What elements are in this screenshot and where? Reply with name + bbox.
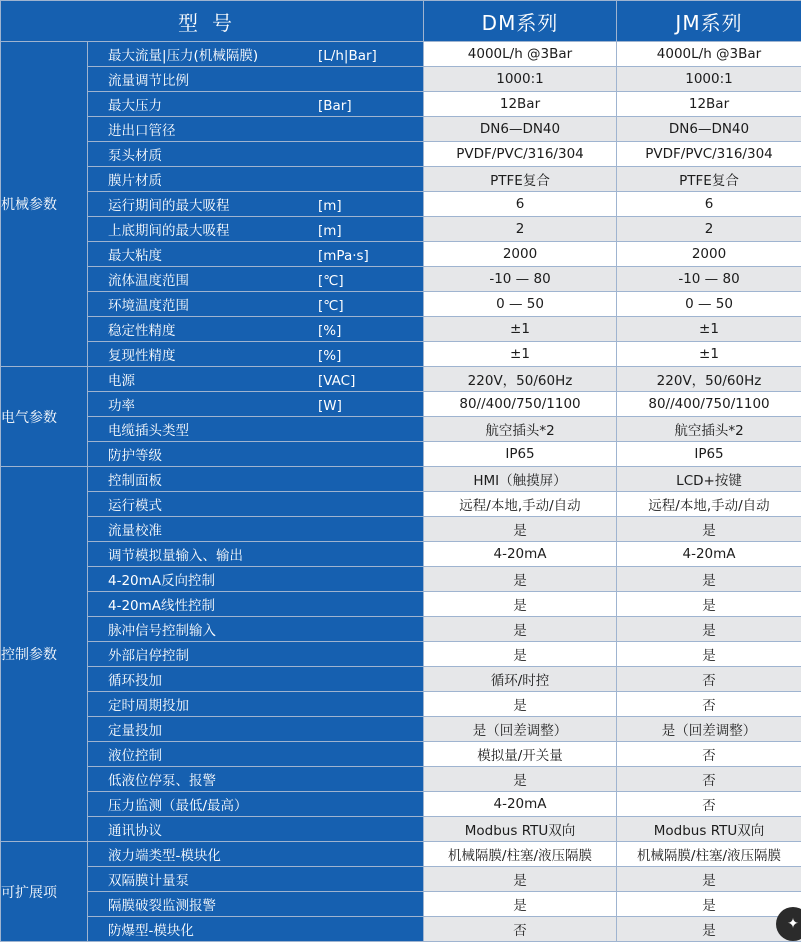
dm-value-cell: PVDF/PVC/316/304 — [424, 142, 617, 167]
param-name-cell — [88, 467, 424, 492]
table-row — [1, 342, 801, 367]
table-row — [1, 517, 801, 542]
param-name-cell — [88, 767, 424, 792]
param-name-cell — [88, 892, 424, 917]
table-row — [1, 892, 801, 917]
dm-value-cell: 航空插头*2 — [424, 417, 617, 442]
jm-value-cell: 是 — [617, 867, 801, 892]
header-row — [1, 1, 801, 42]
param-name: 上底期间的最大吸程 — [88, 219, 318, 239]
param-name-cell — [88, 917, 424, 942]
table-row — [1, 392, 801, 417]
dm-value-cell: DN6—DN40 — [424, 117, 617, 142]
param-unit: [m] — [318, 223, 342, 239]
param-name: 压力监测（最低/最高） — [88, 794, 318, 814]
param-name-cell — [88, 792, 424, 817]
jm-value-cell: 2 — [617, 217, 801, 242]
param-name: 最大压力 — [88, 94, 318, 114]
jm-value-cell: 是 — [617, 917, 801, 942]
param-name: 循环投加 — [88, 669, 318, 689]
param-name: 控制面板 — [88, 469, 318, 489]
category-cell: 机械参数 — [1, 42, 88, 367]
dm-value-cell: 2000 — [424, 242, 617, 267]
param-name: 稳定性精度 — [88, 319, 318, 339]
jm-series-header: JM系列 — [617, 1, 801, 42]
jm-value-cell: 1000:1 — [617, 67, 801, 92]
table-row — [1, 417, 801, 442]
jm-value-cell: 否 — [617, 667, 801, 692]
param-name: 复现性精度 — [88, 344, 318, 364]
param-name: 脉冲信号控制输入 — [88, 619, 318, 639]
table-row — [1, 442, 801, 467]
param-name-cell — [88, 842, 424, 867]
jm-value-cell: 否 — [617, 792, 801, 817]
dm-value-cell: 否 — [424, 917, 617, 942]
table-row — [1, 267, 801, 292]
table-row — [1, 617, 801, 642]
dm-value-cell: 0 — 50 — [424, 292, 617, 317]
jm-value-cell: Modbus RTU双向 — [617, 817, 801, 842]
jm-value-cell: 是 — [617, 892, 801, 917]
jm-value-cell: 80//400/750/1100 — [617, 392, 801, 417]
jm-value-cell: PTFE复合 — [617, 167, 801, 192]
param-unit: [%] — [318, 323, 341, 339]
table-row — [1, 817, 801, 842]
category-cell: 控制参数 — [1, 467, 88, 842]
table-row — [1, 142, 801, 167]
dm-value-cell: -10 — 80 — [424, 267, 617, 292]
dm-value-cell: 4000L/h @3Bar — [424, 42, 617, 67]
jm-value-cell: 0 — 50 — [617, 292, 801, 317]
param-name: 环境温度范围 — [88, 294, 318, 314]
dm-value-cell: Modbus RTU双向 — [424, 817, 617, 842]
dm-value-cell: 是 — [424, 692, 617, 717]
param-name-cell — [88, 92, 424, 117]
jm-value-cell: 远程/本地,手动/自动 — [617, 492, 801, 517]
jm-value-cell: 4000L/h @3Bar — [617, 42, 801, 67]
param-name: 流量校准 — [88, 519, 318, 539]
param-name: 定量投加 — [88, 719, 318, 739]
param-name: 4-20mA线性控制 — [88, 594, 318, 614]
dm-value-cell: 是 — [424, 592, 617, 617]
jm-value-cell: 航空插头*2 — [617, 417, 801, 442]
table-row — [1, 92, 801, 117]
param-name-cell — [88, 67, 424, 92]
dm-value-cell: 循环/时控 — [424, 667, 617, 692]
param-name: 流体温度范围 — [88, 269, 318, 289]
table-row — [1, 692, 801, 717]
jm-value-cell: IP65 — [617, 442, 801, 467]
jm-value-cell: 是 — [617, 567, 801, 592]
param-name-cell — [88, 267, 424, 292]
param-name-cell — [88, 242, 424, 267]
param-name-cell — [88, 567, 424, 592]
dm-value-cell: 是 — [424, 517, 617, 542]
table-row — [1, 717, 801, 742]
param-unit: [℃] — [318, 273, 344, 289]
param-name: 最大流量|压力(机械隔膜) — [88, 44, 318, 64]
param-name: 通讯协议 — [88, 819, 318, 839]
dm-value-cell: 是（回差调整） — [424, 717, 617, 742]
param-name: 4-20mA反向控制 — [88, 569, 318, 589]
table-row — [1, 192, 801, 217]
jm-value-cell: 12Bar — [617, 92, 801, 117]
table-row — [1, 42, 801, 67]
param-unit: [Bar] — [318, 98, 352, 114]
param-name-cell — [88, 217, 424, 242]
param-name-cell — [88, 317, 424, 342]
dm-series-header: DM系列 — [424, 1, 617, 42]
table-row — [1, 567, 801, 592]
param-name-cell — [88, 342, 424, 367]
jm-value-cell: 220V，50/60Hz — [617, 367, 801, 392]
jm-value-cell: DN6—DN40 — [617, 117, 801, 142]
param-name-cell — [88, 42, 424, 67]
dm-value-cell: 远程/本地,手动/自动 — [424, 492, 617, 517]
param-name: 液力端类型-模块化 — [88, 844, 318, 864]
param-name-cell — [88, 517, 424, 542]
jm-value-cell: -10 — 80 — [617, 267, 801, 292]
table-row — [1, 117, 801, 142]
table-row — [1, 867, 801, 892]
param-unit: [L/h|Bar] — [318, 48, 377, 64]
jm-value-cell: 是 — [617, 517, 801, 542]
sparkle-icon[interactable]: ✦ — [776, 907, 801, 941]
table-row — [1, 467, 801, 492]
param-name-cell — [88, 167, 424, 192]
jm-value-cell: ±1 — [617, 317, 801, 342]
jm-value-cell: 是 — [617, 592, 801, 617]
param-name: 定时周期投加 — [88, 694, 318, 714]
table-row — [1, 492, 801, 517]
dm-value-cell: IP65 — [424, 442, 617, 467]
param-unit: [mPa·s] — [318, 248, 369, 264]
dm-value-cell: 4-20mA — [424, 542, 617, 567]
param-name-cell — [88, 617, 424, 642]
dm-value-cell: 是 — [424, 617, 617, 642]
dm-value-cell: 是 — [424, 567, 617, 592]
param-name: 流量调节比例 — [88, 69, 318, 89]
jm-value-cell: 是（回差调整） — [617, 717, 801, 742]
table-row — [1, 367, 801, 392]
dm-value-cell: 模拟量/开关量 — [424, 742, 617, 767]
param-name: 电缆插头类型 — [88, 419, 318, 439]
jm-value-cell: 机械隔膜/柱塞/液压隔膜 — [617, 842, 801, 867]
table-row — [1, 217, 801, 242]
table-row — [1, 67, 801, 92]
jm-value-cell: 否 — [617, 767, 801, 792]
dm-value-cell: 1000:1 — [424, 67, 617, 92]
param-unit: [%] — [318, 348, 341, 364]
dm-value-cell: 220V，50/60Hz — [424, 367, 617, 392]
param-name-cell — [88, 742, 424, 767]
jm-value-cell: 2000 — [617, 242, 801, 267]
param-name: 防爆型-模块化 — [88, 919, 318, 939]
table-row — [1, 167, 801, 192]
dm-value-cell: 2 — [424, 217, 617, 242]
param-name: 运行期间的最大吸程 — [88, 194, 318, 214]
param-unit: [VAC] — [318, 373, 355, 389]
jm-value-cell: 是 — [617, 617, 801, 642]
jm-value-cell: ±1 — [617, 342, 801, 367]
param-name-cell — [88, 642, 424, 667]
jm-value-cell: LCD+按键 — [617, 467, 801, 492]
jm-value-cell: 否 — [617, 742, 801, 767]
param-unit: [m] — [318, 198, 342, 214]
param-unit: [W] — [318, 398, 342, 414]
param-name: 低液位停泵、报警 — [88, 769, 318, 789]
dm-value-cell: HMI（触摸屏） — [424, 467, 617, 492]
dm-value-cell: ±1 — [424, 317, 617, 342]
param-name-cell — [88, 692, 424, 717]
param-name-cell — [88, 367, 424, 392]
param-name-cell — [88, 542, 424, 567]
param-name-cell — [88, 817, 424, 842]
table-row — [1, 767, 801, 792]
param-name: 膜片材质 — [88, 169, 318, 189]
param-name-cell — [88, 867, 424, 892]
dm-value-cell: ±1 — [424, 342, 617, 367]
jm-value-cell: 是 — [617, 642, 801, 667]
dm-value-cell: 机械隔膜/柱塞/液压隔膜 — [424, 842, 617, 867]
param-name-cell — [88, 592, 424, 617]
category-cell: 电气参数 — [1, 367, 88, 467]
param-name: 调节模拟量输入、输出 — [88, 544, 318, 564]
param-name: 隔膜破裂监测报警 — [88, 894, 318, 914]
dm-value-cell: 4-20mA — [424, 792, 617, 817]
dm-value-cell: 是 — [424, 767, 617, 792]
dm-value-cell: 是 — [424, 867, 617, 892]
param-name-cell — [88, 392, 424, 417]
param-name-cell — [88, 717, 424, 742]
table-row — [1, 542, 801, 567]
dm-value-cell: 12Bar — [424, 92, 617, 117]
table-row — [1, 317, 801, 342]
dm-value-cell: 80//400/750/1100 — [424, 392, 617, 417]
param-name-cell — [88, 192, 424, 217]
param-name: 防护等级 — [88, 444, 318, 464]
table-row — [1, 667, 801, 692]
model-header: 型号 — [1, 1, 424, 42]
param-unit: [℃] — [318, 298, 344, 314]
param-name: 泵头材质 — [88, 144, 318, 164]
category-cell: 可扩展项 — [1, 842, 88, 942]
table-row — [1, 792, 801, 817]
dm-value-cell: 6 — [424, 192, 617, 217]
param-name-cell — [88, 667, 424, 692]
param-name: 功率 — [88, 394, 318, 414]
table-row — [1, 592, 801, 617]
jm-value-cell: 4-20mA — [617, 542, 801, 567]
table-row — [1, 642, 801, 667]
param-name-cell — [88, 417, 424, 442]
dm-value-cell: 是 — [424, 892, 617, 917]
jm-value-cell: 6 — [617, 192, 801, 217]
dm-value-cell: PTFE复合 — [424, 167, 617, 192]
param-name: 双隔膜计量泵 — [88, 869, 318, 889]
spec-body — [1, 42, 801, 942]
table-row — [1, 842, 801, 867]
param-name: 电源 — [88, 369, 318, 389]
param-name: 最大粘度 — [88, 244, 318, 264]
param-name-cell — [88, 292, 424, 317]
param-name: 进出口管径 — [88, 119, 318, 139]
param-name: 外部启停控制 — [88, 644, 318, 664]
table-row — [1, 917, 801, 942]
jm-value-cell: 否 — [617, 692, 801, 717]
jm-value-cell: PVDF/PVC/316/304 — [617, 142, 801, 167]
param-name: 液位控制 — [88, 744, 318, 764]
dm-value-cell: 是 — [424, 642, 617, 667]
param-name-cell — [88, 117, 424, 142]
param-name-cell — [88, 442, 424, 467]
table-row — [1, 242, 801, 267]
param-name: 运行模式 — [88, 494, 318, 514]
table-row — [1, 742, 801, 767]
table-row — [1, 292, 801, 317]
param-name-cell — [88, 142, 424, 167]
param-name-cell — [88, 492, 424, 517]
